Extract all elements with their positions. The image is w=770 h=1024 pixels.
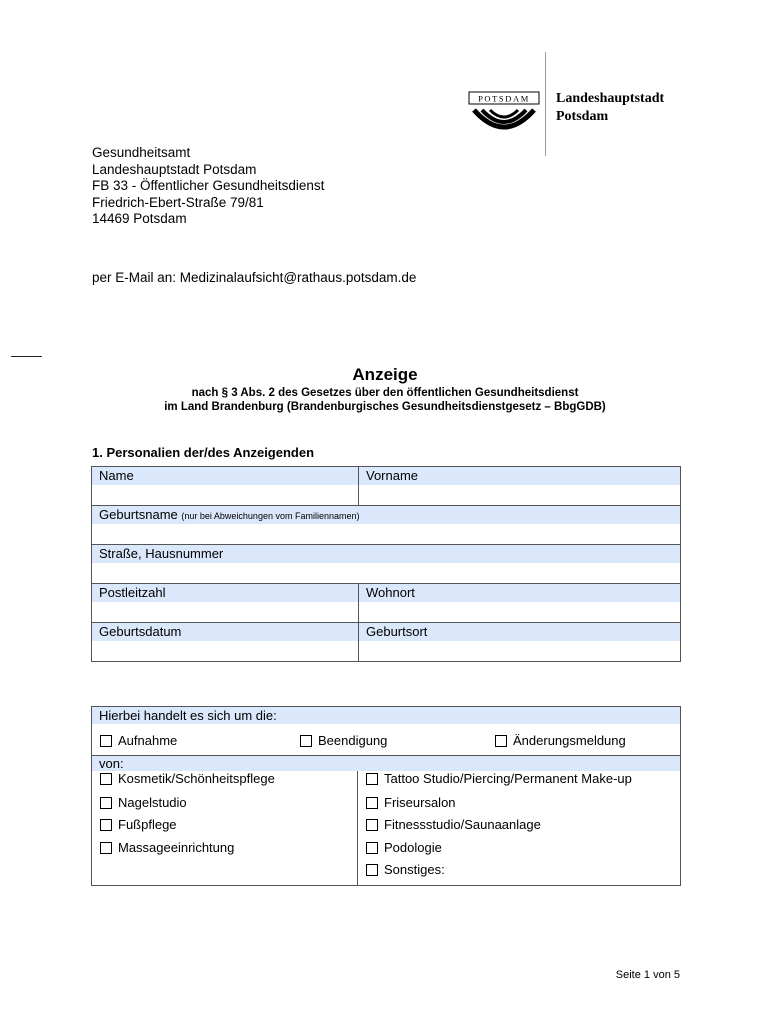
option-nagelstudio[interactable] xyxy=(100,795,187,811)
vorname-field[interactable] xyxy=(358,467,680,505)
checkbox[interactable] xyxy=(366,797,378,809)
checkbox[interactable] xyxy=(366,864,378,876)
checkbox[interactable] xyxy=(100,797,112,809)
logo-line1: Landeshauptstadt xyxy=(556,91,665,106)
logo-wordmark xyxy=(556,90,664,126)
address-line: Landeshauptstadt Potsdam xyxy=(92,161,257,177)
page-subtitle xyxy=(0,386,770,414)
option-podologie[interactable] xyxy=(366,840,442,856)
form-row xyxy=(92,505,680,544)
checkbox[interactable] xyxy=(366,773,378,785)
name-field[interactable] xyxy=(92,467,358,505)
business-type-heading: Hierbei handelt es sich um die: xyxy=(92,707,680,724)
page-title: Anzeige xyxy=(352,365,418,384)
strasse-field[interactable] xyxy=(92,545,680,583)
geburtsort-field[interactable] xyxy=(358,623,680,661)
address-line: Gesundheitsamt xyxy=(92,145,191,160)
checkbox[interactable] xyxy=(100,842,112,854)
geburtsname-note: (nur bei Abweichungen vom Familiennamen) xyxy=(181,511,360,521)
name-label: Name xyxy=(92,467,358,485)
option-label: Podologie xyxy=(384,840,442,855)
option-label: Nagelstudio xyxy=(118,795,187,810)
address-line: Friedrich-Ebert-Straße 79/81 xyxy=(92,194,264,210)
von-label: von: xyxy=(92,755,680,771)
checkbox[interactable] xyxy=(366,842,378,854)
plz-label: Postleitzahl xyxy=(92,584,358,602)
option-fusspflege[interactable] xyxy=(100,817,177,833)
address-line: FB 33 - Öffentlicher Gesundheitsdienst xyxy=(92,178,325,193)
logo-divider xyxy=(545,52,546,156)
logo-line2: Potsdam xyxy=(556,109,609,124)
option-label: Fitnessstudio/Saunaanlage xyxy=(384,817,541,832)
personal-data-form xyxy=(91,466,681,662)
checkbox[interactable] xyxy=(100,819,112,831)
checkbox[interactable] xyxy=(100,773,112,785)
form-row xyxy=(92,583,680,622)
column-divider xyxy=(357,771,358,885)
vorname-label: Vorname xyxy=(359,467,680,485)
option-friseur[interactable] xyxy=(366,795,456,811)
option-label: Aufnahme xyxy=(118,733,178,748)
checkbox[interactable] xyxy=(300,735,312,747)
geburtsname-label xyxy=(92,506,680,524)
option-massage[interactable] xyxy=(100,840,234,856)
page-number: Seite 1 von 5 xyxy=(615,969,680,981)
geburtsdatum-field[interactable] xyxy=(92,623,358,661)
potsdam-logo-icon xyxy=(468,86,540,130)
option-kosmetik[interactable] xyxy=(100,771,275,787)
form-row xyxy=(92,467,680,505)
checkbox[interactable] xyxy=(100,735,112,747)
email-line: per E-Mail an: Medizinalaufsicht@rathaus.potsdam.de xyxy=(92,270,417,285)
fold-mark xyxy=(11,356,42,357)
logo-mark-text: POTSDAM xyxy=(478,93,530,104)
option-label: Fußpflege xyxy=(118,817,177,832)
option-aufnahme[interactable] xyxy=(100,733,177,749)
recipient-address xyxy=(92,145,324,228)
option-tattoo[interactable] xyxy=(366,771,632,787)
wohnort-label: Wohnort xyxy=(359,584,680,602)
geburtsname-field[interactable] xyxy=(92,506,680,544)
option-label: Tattoo Studio/Piercing/Permanent Make-up xyxy=(384,771,632,786)
geburtsort-label: Geburtsort xyxy=(359,623,680,641)
geburtsdatum-label: Geburtsdatum xyxy=(92,623,358,641)
form-row xyxy=(92,622,680,661)
option-label: Beendigung xyxy=(318,733,388,748)
form-row xyxy=(92,544,680,583)
plz-field[interactable] xyxy=(92,584,358,622)
strasse-label: Straße, Hausnummer xyxy=(92,545,680,563)
checkbox[interactable] xyxy=(495,735,507,747)
subtitle-line1: nach § 3 Abs. 2 des Gesetzes über den öffentlichen Gesundheitsdienst xyxy=(191,387,579,399)
section-heading-personalien: 1. Personalien der/des Anzeigenden xyxy=(92,445,315,460)
option-label: Sonstiges: xyxy=(384,862,445,877)
option-beendigung[interactable] xyxy=(300,733,387,749)
address-line: 14469 Potsdam xyxy=(92,211,187,226)
option-fitness[interactable] xyxy=(366,817,541,833)
option-label: Massageeinrichtung xyxy=(118,840,235,855)
option-aenderungsmeldung[interactable] xyxy=(495,733,626,749)
geburtsname-label-text: Geburtsname xyxy=(99,507,178,522)
checkbox[interactable] xyxy=(366,819,378,831)
business-type-form xyxy=(91,706,681,886)
option-sonstiges[interactable] xyxy=(366,862,445,878)
option-label: Kosmetik/Schönheitspflege xyxy=(118,771,275,786)
option-label: Änderungsmeldung xyxy=(513,733,626,748)
option-label: Friseursalon xyxy=(384,795,456,810)
wohnort-field[interactable] xyxy=(358,584,680,622)
subtitle-line2: im Land Brandenburg (Brandenburgisches Gesundheitsdienstgesetz – BbgGDB) xyxy=(164,401,606,413)
